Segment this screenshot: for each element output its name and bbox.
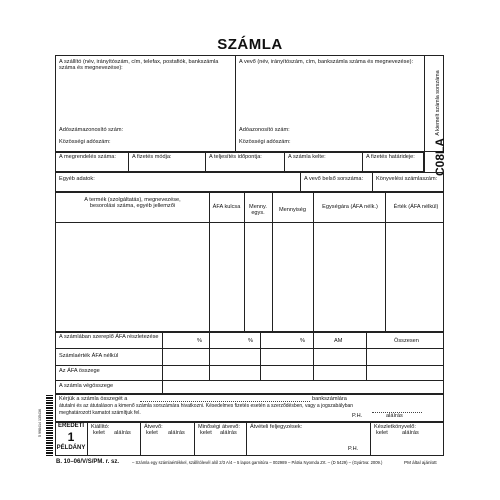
buyer-tax-number: Adóazonosító szám: [239,127,290,133]
issuer-kelet: kelet [93,430,105,436]
seller-tax-number: Adószámazonosító szám: [59,127,124,133]
serial-code: C08LA [433,138,447,177]
quality-label: Minőségi átvevő: [198,424,240,430]
notice-line-3: meghatározott kamatot számítjuk fel. [59,410,141,416]
notice-line-1b: bankszámlára [312,396,347,402]
col-quantity: Mennyiség [278,207,307,213]
col-product: A termék (szolgáltatás), megnevezése, besorolási száma, egyéb jellemzői [84,197,181,210]
cashbook-label: Készletkönyvelő: [374,424,416,430]
issuer-label: Kiállító: [91,424,110,430]
payment-method-label: A fizetés módja: [132,154,172,160]
cashbook-kelet: kelet [376,430,388,436]
percent-3: % [300,338,305,344]
form-code: B. 10–06/V/S/PM. r. sz. [56,459,120,465]
side-divider [424,55,425,172]
col-unit-price: Egységára (ÁFA nélk.) [322,204,378,210]
barcode [46,395,53,456]
net-value-label: Számlaérték ÁFA nélkül [59,353,119,359]
total-label: Összesen [394,338,419,344]
copy-number: 1 [67,430,75,444]
copy-label: EREDETI [57,423,84,429]
col-value: Érték (ÁFA nélkül) [393,204,439,210]
recommended-label: PM által ajánlott [404,460,437,465]
receiver-kelet: kelet [146,430,158,436]
notice-signature: aláírás [386,413,403,419]
col-unit: Menny. egys. [249,204,267,217]
barcode-text: 5 998414 135436 [38,409,42,437]
notice-line-2: átutalni és az átutaláson a kimenő számla sorszámára hivatkozni. Késedelmes fizetés esetén a szerződésben, vagy a jogszabályban [59,403,354,409]
receiver-alairas: aláírás [168,430,185,436]
percent-2: % [248,338,253,344]
buyer-internal-label: A vevő belső sorszáma: [304,176,364,182]
quality-alairas: aláírás [220,430,237,436]
issue-date-label: A számla kelte: [288,154,326,160]
buyer-heading: A vevő (név, irányítószám, cím, bankszámla száma és megnevezése): [239,59,413,65]
other-data-label: Egyéb adatok: [59,176,95,182]
notes-ph: P.H. [348,446,359,452]
notice-line-1: Kérjük a számla összegét a [59,396,128,402]
gross-total-label: A számla végösszege [59,383,114,389]
cashbook-alairas: aláírás [402,430,419,436]
buyer-eu-tax: Közösségi adószám: [239,139,291,145]
col-vat-rate: ÁFA kulcsa [212,204,241,210]
serial-label: A kiemelt számla sorszáma [435,70,441,136]
vat-breakdown-label: A számlában szereplő ÁFA részletezése [59,334,159,340]
percent-1: % [197,338,202,344]
page-title: SZÁMLA [217,36,283,53]
fulfillment-date-label: A teljesítés időpontja: [209,154,262,160]
copy-unit: PÉLDÁNY [56,445,86,451]
issuer-alairas: aláírás [114,430,131,436]
vat-total-label: Az ÁFA összege [59,368,100,374]
ledger-label: Könyvelési számlaszám: [376,176,438,182]
fine-print: – Számla egy számlaértékkel, szállítólevél alól 2/3 A/4 – 5 lapos garnitúra – 002989 – Pátria Nyomda Zrt. – (D 5429) – (Gyártva: 2009.) [132,460,383,465]
notice-ph: P.H. [352,413,363,419]
am-label: AM [334,338,343,344]
quality-kelet: kelet [200,430,212,436]
seller-eu-tax: Közösségi adószám: [59,139,111,145]
notes-label: Átvételi feljegyzések: [250,424,303,430]
receiver-label: Átvevő: [144,424,163,430]
order-number-label: A megrendelés száma: [59,154,116,160]
seller-heading: A szállító (név, irányítószám, cím, telefax, postafiók, bankszámla száma és megnevezése): [59,59,219,72]
due-date-label: A fizetés határideje: [366,154,415,160]
